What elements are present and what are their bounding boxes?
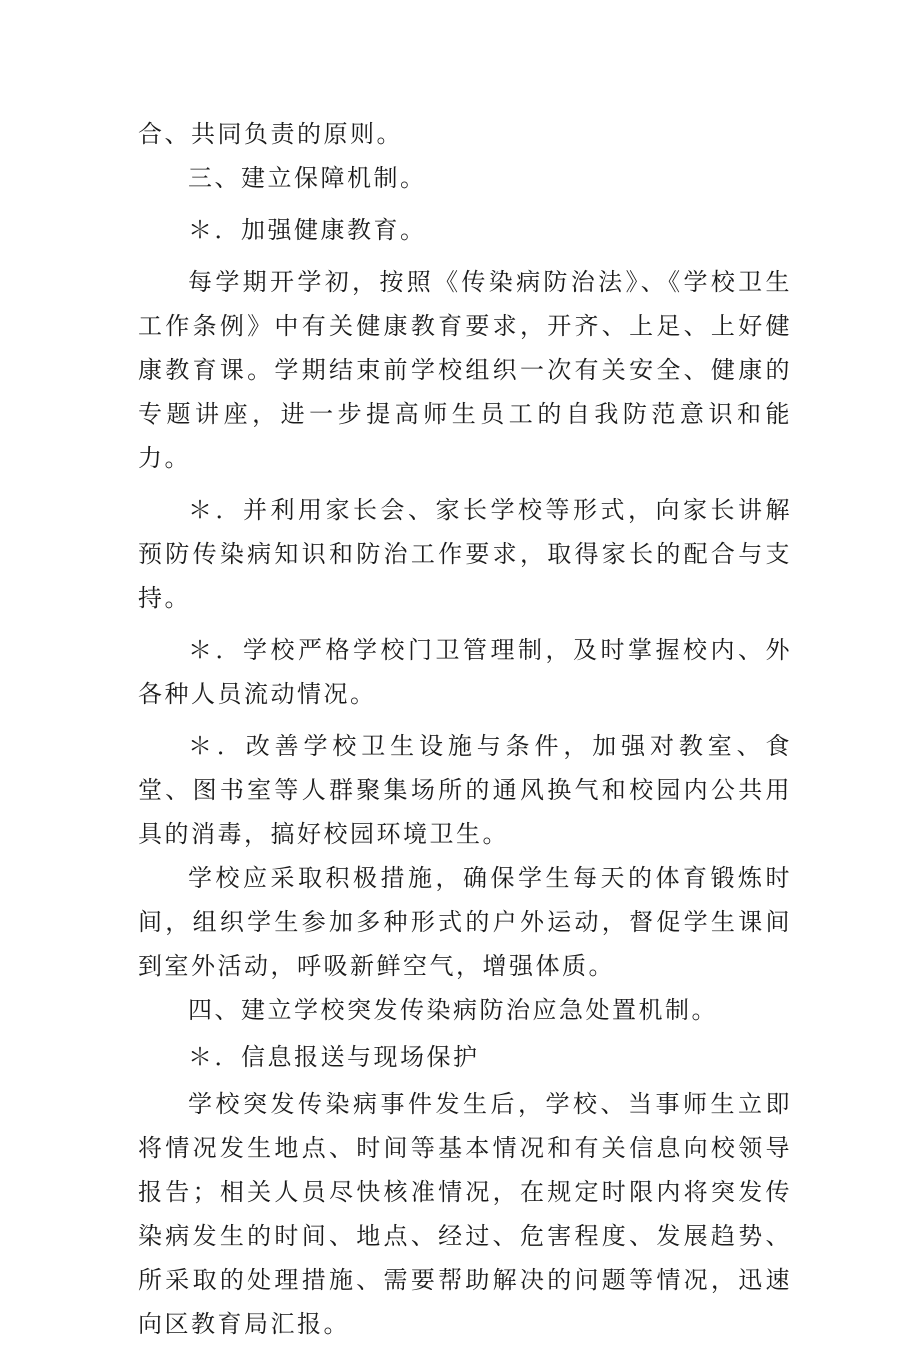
document-body bbox=[138, 112, 792, 1346]
section-heading-3: 三、建立保障机制。 bbox=[188, 164, 427, 192]
paragraph-continuation: 合、共同负责的原则。 bbox=[138, 120, 403, 148]
subheading-health-education: ＊．加强健康教育。 bbox=[188, 216, 427, 244]
paragraph-parents: ＊．并利用家长会、家长学校等形式，向家长讲解预防传染病知识和防治工作要求，取得家长的配合与支持。 bbox=[138, 496, 792, 612]
paragraph-gate-management: ＊．学校严格学校门卫管理制，及时掌握校内、外各种人员流动情况。 bbox=[138, 636, 792, 708]
paragraph-exercise: 学校应采取积极措施，确保学生每天的体育锻炼时间，组织学生参加多种形式的户外运动，督促学生课间到室外活动，呼吸新鲜空气，增强体质。 bbox=[138, 864, 792, 980]
paragraph-facilities: ＊．改善学校卫生设施与条件，加强对教室、食堂、图书室等人群聚集场所的通风换气和校园内公共用具的消毒，搞好校园环境卫生。 bbox=[138, 732, 792, 848]
subheading-reporting: ＊．信息报送与现场保护 bbox=[188, 1043, 480, 1071]
paragraph-reporting: 学校突发传染病事件发生后，学校、当事师生立即将情况发生地点、时间等基本情况和有关信息向校领导报告；相关人员尽快核准情况，在规定时限内将突发传染病发生的时间、地点、经过、危害程度、发展趋势、所采取的处理措施、需要帮助解决的问题等情况，迅速向区教育局汇报。 bbox=[138, 1090, 792, 1338]
paragraph-health-education: 每学期开学初，按照《传染病防治法》、《学校卫生工作条例》中有关健康教育要求，开齐、上足、上好健康教育课。学期结束前学校组织一次有关安全、健康的专题讲座，进一步提高师生员工的自我防范意识和能力。 bbox=[138, 268, 792, 472]
section-heading-4: 四、建立学校突发传染病防治应急处置机制。 bbox=[188, 996, 718, 1024]
